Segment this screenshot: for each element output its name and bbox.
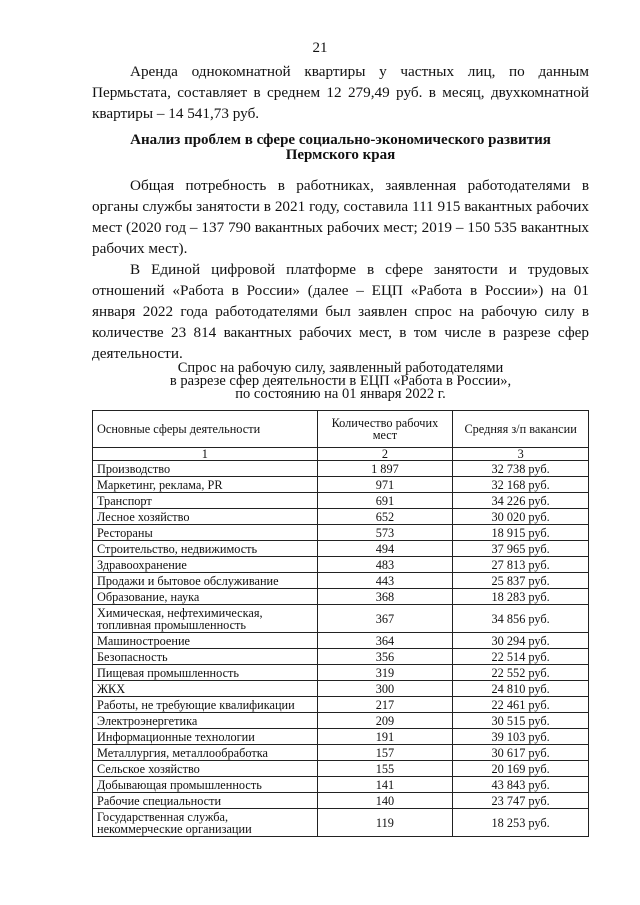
row-sphere: Электроэнергетика	[93, 713, 318, 729]
row-salary: 43 843 руб.	[453, 777, 589, 793]
row-sphere: Работы, не требующие квалификации	[93, 697, 318, 713]
row-salary: 30 020 руб.	[453, 509, 589, 525]
table-title	[92, 362, 589, 401]
row-count: 483	[317, 557, 453, 573]
row-count: 691	[317, 493, 453, 509]
row-salary: 23 747 руб.	[453, 793, 589, 809]
row-salary: 32 738 руб.	[453, 461, 589, 477]
table-title-line-2: в разрезе сфер деятельности в ЕЦП «Работа в России»,	[169, 373, 512, 389]
table-title-line-1: Спрос на рабочую силу, заявленный работодателями	[177, 360, 504, 376]
row-count: 652	[317, 509, 453, 525]
vacancies-table	[92, 410, 589, 837]
row-salary: 24 810 руб.	[453, 681, 589, 697]
paragraph-rent: Аренда однокомнатной квартиры у частных лиц, по данным Пермьстата, составляет в среднем 12 279,49 руб. в месяц, двухкомнатной квартиры – 14 541,73 руб.	[92, 63, 589, 122]
row-count: 356	[317, 649, 453, 665]
row-count: 443	[317, 573, 453, 589]
row-salary: 32 168 руб.	[453, 477, 589, 493]
column-number: 3	[453, 448, 589, 461]
row-salary: 30 617 руб.	[453, 745, 589, 761]
row-sphere: ЖКХ	[93, 681, 318, 697]
table-body	[93, 461, 589, 837]
row-salary: 18 253 руб.	[453, 809, 589, 837]
row-sphere: Рабочие специальности	[93, 793, 318, 809]
paragraph-platform: В Единой цифровой платформе в сфере занятости и трудовых отношений «Работа в России» (далее – ЕЦП «Работа в России») на 01 января 2022 года работодателями был заявлен спрос на рабочую силу в количестве 23 814 вакантных рабочих мест, в том числе в разрезе сфер деятельности.	[92, 261, 589, 362]
row-count: 191	[317, 729, 453, 745]
table-row	[93, 649, 589, 665]
row-count: 157	[317, 745, 453, 761]
header-count: Количество рабочих мест	[317, 411, 453, 448]
row-sphere: Машиностроение	[93, 633, 318, 649]
table-row	[93, 697, 589, 713]
row-count: 364	[317, 633, 453, 649]
table-row	[93, 557, 589, 573]
row-salary: 22 461 руб.	[453, 697, 589, 713]
row-sphere: Сельское хозяйство	[93, 761, 318, 777]
row-salary: 22 514 руб.	[453, 649, 589, 665]
table-column-numbers	[93, 448, 589, 461]
table-row	[93, 713, 589, 729]
row-sphere: Производство	[93, 461, 318, 477]
table-row	[93, 809, 589, 837]
row-sphere: Информационные технологии	[93, 729, 318, 745]
table-row	[93, 665, 589, 681]
table-row	[93, 793, 589, 809]
row-count: 573	[317, 525, 453, 541]
row-sphere: Транспорт	[93, 493, 318, 509]
table-row	[93, 761, 589, 777]
row-salary: 22 552 руб.	[453, 665, 589, 681]
row-sphere: Продажи и бытовое обслуживание	[93, 573, 318, 589]
row-salary: 20 169 руб.	[453, 761, 589, 777]
row-sphere: Лесное хозяйство	[93, 509, 318, 525]
row-count: 368	[317, 589, 453, 605]
row-count: 971	[317, 477, 453, 493]
table-row	[93, 573, 589, 589]
section-heading: Анализ проблем в сфере социально-экономического развития Пермского края	[130, 132, 551, 163]
row-salary: 30 515 руб.	[453, 713, 589, 729]
table-title-line-3: по состоянию на 01 января 2022 г.	[235, 386, 446, 402]
header-sphere: Основные сферы деятельности	[93, 411, 318, 448]
row-sphere: Пищевая промышленность	[93, 665, 318, 681]
table-row	[93, 509, 589, 525]
row-salary: 25 837 руб.	[453, 573, 589, 589]
row-count: 217	[317, 697, 453, 713]
table-row	[93, 493, 589, 509]
page-number: 21	[312, 40, 328, 56]
row-sphere: Рестораны	[93, 525, 318, 541]
row-salary: 39 103 руб.	[453, 729, 589, 745]
row-sphere: Государственная служба, некоммерческие организации	[93, 809, 318, 837]
table-row	[93, 589, 589, 605]
row-count: 155	[317, 761, 453, 777]
row-count: 319	[317, 665, 453, 681]
row-sphere: Безопасность	[93, 649, 318, 665]
table-row	[93, 461, 589, 477]
row-salary: 34 856 руб.	[453, 605, 589, 633]
table-row	[93, 745, 589, 761]
row-count: 209	[317, 713, 453, 729]
row-salary: 37 965 руб.	[453, 541, 589, 557]
row-salary: 27 813 руб.	[453, 557, 589, 573]
table-header-row	[93, 411, 589, 448]
row-salary: 30 294 руб.	[453, 633, 589, 649]
table-row	[93, 477, 589, 493]
table-row	[93, 777, 589, 793]
table-row	[93, 681, 589, 697]
table-row	[93, 541, 589, 557]
header-salary: Средняя з/п вакансии	[453, 411, 589, 448]
table-row	[93, 605, 589, 633]
column-number: 2	[317, 448, 453, 461]
row-count: 367	[317, 605, 453, 633]
row-salary: 18 915 руб.	[453, 525, 589, 541]
table-row	[93, 729, 589, 745]
row-count: 1 897	[317, 461, 453, 477]
table-row	[93, 525, 589, 541]
row-count: 119	[317, 809, 453, 837]
row-sphere: Добывающая промышленность	[93, 777, 318, 793]
row-salary: 34 226 руб.	[453, 493, 589, 509]
row-sphere: Химическая, нефтехимическая, топливная промышленность	[93, 605, 318, 633]
row-count: 494	[317, 541, 453, 557]
row-count: 300	[317, 681, 453, 697]
table-row	[93, 633, 589, 649]
row-sphere: Металлургия, металлообработка	[93, 745, 318, 761]
row-sphere: Образование, наука	[93, 589, 318, 605]
paragraph-demand: Общая потребность в работниках, заявленная работодателями в органы службы занятости в 2021 году, составила 111 915 вакантных рабочих мест (2020 год – 137 790 вакантных рабочих мест; 2019 – 150 535 вакантных рабочих мест).	[92, 177, 589, 257]
row-salary: 18 283 руб.	[453, 589, 589, 605]
row-sphere: Маркетинг, реклама, PR	[93, 477, 318, 493]
row-sphere: Строительство, недвижимость	[93, 541, 318, 557]
row-count: 141	[317, 777, 453, 793]
row-count: 140	[317, 793, 453, 809]
row-sphere: Здравоохранение	[93, 557, 318, 573]
column-number: 1	[93, 448, 318, 461]
